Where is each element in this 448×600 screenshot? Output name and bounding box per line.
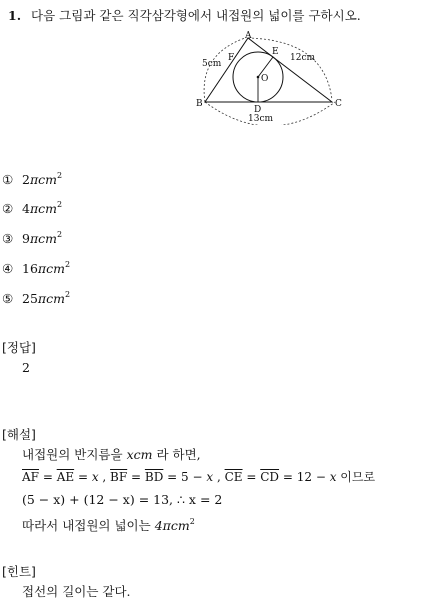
explanation-line-4-value: 4πcm xyxy=(154,518,190,533)
explanation-line-3: (5 − x) + (12 − x) = 13, ∴ x = 2 xyxy=(22,492,223,507)
choice-4-pi: π xyxy=(37,261,47,276)
choice-3-coef: 9 xyxy=(22,231,30,246)
center-dot xyxy=(257,76,260,79)
choice-2-pi: π xyxy=(29,201,39,216)
explanation-line-4-pre: 따라서 내접원의 넓이는 xyxy=(22,518,151,533)
question-number: 1. xyxy=(8,8,22,23)
label-ac-length: 12cm xyxy=(290,53,316,63)
explanation-line-4 xyxy=(22,516,195,534)
eq-3b: = 12 − xyxy=(279,470,330,484)
triangle xyxy=(205,38,332,102)
explanation-line-2 xyxy=(22,468,375,485)
choice-3-exp: 2 xyxy=(57,230,63,239)
hint-text: 접선의 길이는 같다. xyxy=(22,584,131,599)
label-d: D xyxy=(254,105,262,115)
answer-label: [정답] xyxy=(2,340,36,355)
choice-1-marker: ① xyxy=(2,172,14,187)
triangle-figure xyxy=(190,30,350,125)
segment-ce: $\overline{CE}$ xyxy=(224,470,243,484)
label-a: A xyxy=(245,31,252,41)
sep-2: , xyxy=(213,470,225,484)
choice-2-unit: cm xyxy=(38,201,58,216)
eq-3: = xyxy=(242,470,261,484)
segment-cd: $\overline{CD}$ xyxy=(260,470,280,484)
choice-4-exp: 2 xyxy=(64,260,71,269)
hint-label: [힌트] xyxy=(2,564,36,579)
eq-1: = xyxy=(39,470,57,484)
explanation-label: [해설] xyxy=(2,427,36,442)
choice-5-unit: cm xyxy=(46,291,65,306)
label-c: C xyxy=(335,99,342,109)
eq-2: = xyxy=(127,470,145,484)
choice-5 xyxy=(2,291,70,306)
choice-4-marker: ④ xyxy=(2,261,14,276)
segment-af: $\overline{AF}$ xyxy=(22,470,39,484)
choice-5-marker: ⑤ xyxy=(2,291,14,306)
explanation-line-1 xyxy=(22,445,201,463)
choice-1-exp: 2 xyxy=(57,171,63,180)
choice-2-marker: ② xyxy=(2,201,14,216)
choice-4-unit: cm xyxy=(46,261,65,276)
choice-3-marker: ③ xyxy=(2,231,14,246)
choice-2 xyxy=(2,201,62,216)
segment-bd: $\overline{BD}$ xyxy=(144,470,164,484)
label-bc-length: 13cm xyxy=(248,114,274,124)
explanation-line-4-exp: 2 xyxy=(189,517,195,526)
line-2-tail: 이므로 xyxy=(336,470,376,484)
answer-value: 2 xyxy=(22,360,30,375)
label-e: E xyxy=(272,47,279,57)
segment-bf: $\overline{BF}$ xyxy=(110,470,128,484)
choice-5-pi: π xyxy=(37,291,47,306)
label-o: O xyxy=(261,74,269,84)
label-f: F xyxy=(228,53,235,63)
choice-4 xyxy=(2,261,70,276)
explanation-line-1-pre: 내접원의 반지름을 xyxy=(22,447,123,462)
choice-1 xyxy=(2,172,62,187)
var-x-2: x xyxy=(206,470,214,484)
choice-1-coef: 2 xyxy=(22,172,30,187)
question xyxy=(8,6,361,24)
eq-2b: = 5 − xyxy=(163,470,207,484)
var-x-3: x xyxy=(329,470,337,484)
choice-2-coef: 4 xyxy=(22,201,30,216)
choice-1-pi: π xyxy=(29,172,39,187)
explanation-line-1-var: xcm xyxy=(126,447,153,462)
eq-1b: = xyxy=(74,470,92,484)
explanation-line-1-post: 라 하면, xyxy=(156,447,201,462)
label-b: B xyxy=(196,99,203,109)
choice-2-exp: 2 xyxy=(57,200,63,209)
choice-3 xyxy=(2,231,62,246)
choice-3-unit: cm xyxy=(38,231,58,246)
sep-1: , xyxy=(98,470,111,484)
choice-5-exp: 2 xyxy=(64,290,71,299)
choice-1-unit: cm xyxy=(38,172,58,187)
choice-5-coef: 25 xyxy=(22,291,38,306)
question-text: 다음 그림과 같은 직각삼각형에서 내접원의 넓이를 구하시오. xyxy=(31,8,361,23)
choice-3-pi: π xyxy=(29,231,39,246)
segment-ae: $\overline{AE}$ xyxy=(56,470,75,484)
label-ab-length: 5cm xyxy=(202,59,222,69)
var-x-1: x xyxy=(91,470,99,484)
choice-4-coef: 16 xyxy=(22,261,38,276)
